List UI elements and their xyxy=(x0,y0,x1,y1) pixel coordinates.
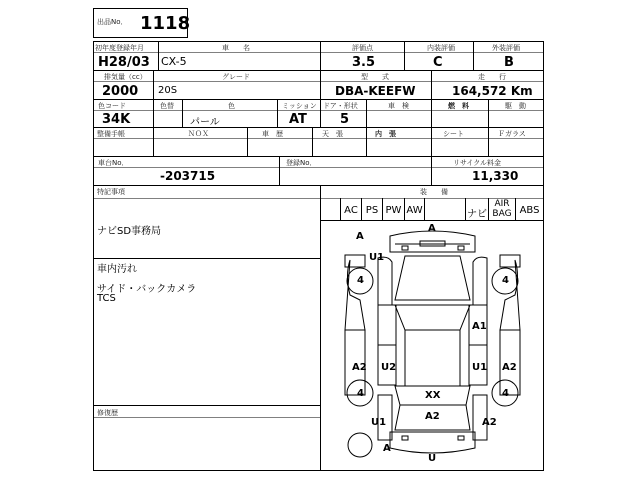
mark-a2-left: A2 xyxy=(352,362,367,373)
mark-tire-rr: 4 xyxy=(502,388,509,399)
mark-xx: XX xyxy=(425,390,441,401)
exterior-label: 外装評価 xyxy=(492,44,520,52)
notes-label: 特記事項 xyxy=(97,188,125,196)
interior-value: C xyxy=(433,55,443,70)
interior2-label: 内 張 xyxy=(375,130,396,138)
notes-line-3: サイド・バックカメラ xyxy=(97,284,197,295)
color-code-value: 34K xyxy=(102,112,131,127)
color-label: 色 xyxy=(228,102,235,110)
mission-value: AT xyxy=(289,112,307,127)
color-value: パール xyxy=(190,117,220,128)
reg-year-label: 初年度登録年月 xyxy=(95,44,144,52)
interior-label: 内装評価 xyxy=(427,44,455,52)
seat-label: シート xyxy=(443,130,464,138)
mark-u1-front: U1 xyxy=(369,252,385,263)
chassis-label: 車台No． xyxy=(98,159,129,167)
notes-line-1: ナビSD事務局 xyxy=(97,226,162,237)
mark-u2-left: U2 xyxy=(381,362,397,373)
equip-label: 装 備 xyxy=(420,188,448,196)
recycle-value: 11,330 xyxy=(472,169,519,183)
nox-label: ＮＯＸ xyxy=(188,130,209,138)
chassis-value: -203715 xyxy=(160,169,216,183)
fuel-label: 燃 料 xyxy=(448,102,469,110)
glass-label: Ｆガラス xyxy=(498,130,526,138)
equip-aw: AW xyxy=(406,205,423,216)
sunroof-label: 天 張 xyxy=(322,130,343,138)
car-name-value: CX-5 xyxy=(161,55,187,68)
equip-airbag: AIR BAG xyxy=(492,199,512,219)
mileage-value: 164,572 Km xyxy=(452,84,533,98)
lot-number: 1118 xyxy=(140,13,191,34)
equip-ps: PS xyxy=(365,205,379,216)
exterior-value: B xyxy=(504,55,514,70)
color-code-label: 色コード xyxy=(98,102,126,110)
mark-tire-fr: 4 xyxy=(502,275,509,286)
notes-line-2: 車内汚れ xyxy=(97,264,137,275)
color-change-label: 色替 xyxy=(160,102,174,110)
mark-a2-right: A2 xyxy=(502,362,517,373)
regno-label: 登録No． xyxy=(286,159,317,167)
doors-label: ドア・形状 xyxy=(323,102,358,110)
doors-value: 5 xyxy=(340,112,350,127)
mileage-label: 走 行 xyxy=(478,73,506,81)
reg-year-value: H28/03 xyxy=(98,55,150,70)
recycle-label: リサイクル料金 xyxy=(453,159,502,167)
mark-a2-rear: A2 xyxy=(425,411,440,422)
car-name-label: 車 名 xyxy=(222,44,250,52)
mark-tire-rl: 4 xyxy=(357,388,364,399)
drive-label: 駆 動 xyxy=(505,102,526,110)
mark-u1-right: U1 xyxy=(472,362,488,373)
mark-u-bottom: U xyxy=(428,453,437,464)
history-label: 車 歴 xyxy=(262,130,283,138)
mark-a1-side: A1 xyxy=(472,321,487,332)
notes-line-4: TCS xyxy=(97,293,116,304)
model-label: 型 式 xyxy=(361,73,389,81)
mark-front-a: A xyxy=(428,223,436,234)
lot-label: 出品No． xyxy=(97,18,128,26)
equip-ac: AC xyxy=(344,205,358,216)
model-value: DBA-KEEFW xyxy=(335,84,416,98)
displacement-value: 2000 xyxy=(102,84,139,99)
score-value: 3.5 xyxy=(352,55,376,70)
score-label: 評価点 xyxy=(352,44,373,52)
mark-a-bottom: A xyxy=(383,443,391,454)
displacement-label: 排気量（cc） xyxy=(104,73,147,81)
mark-front-a-left: A xyxy=(356,231,364,242)
capacity-label: 車 検 xyxy=(388,102,409,110)
mark-tire-fl: 4 xyxy=(357,275,364,286)
grade-value: 20S xyxy=(158,85,178,96)
mission-label: ミッション xyxy=(282,102,317,110)
repair-label: 修復歴 xyxy=(97,409,118,417)
equip-abs: ABS xyxy=(519,205,540,216)
mark-a2-rear-right: A2 xyxy=(482,417,497,428)
mark-u1-rear: U1 xyxy=(371,417,387,428)
equip-pw: PW xyxy=(385,205,402,216)
grade-label: グレード xyxy=(222,73,250,81)
maint-label: 整備手帳 xyxy=(97,130,125,138)
equip-navi: ナビ xyxy=(467,209,487,220)
